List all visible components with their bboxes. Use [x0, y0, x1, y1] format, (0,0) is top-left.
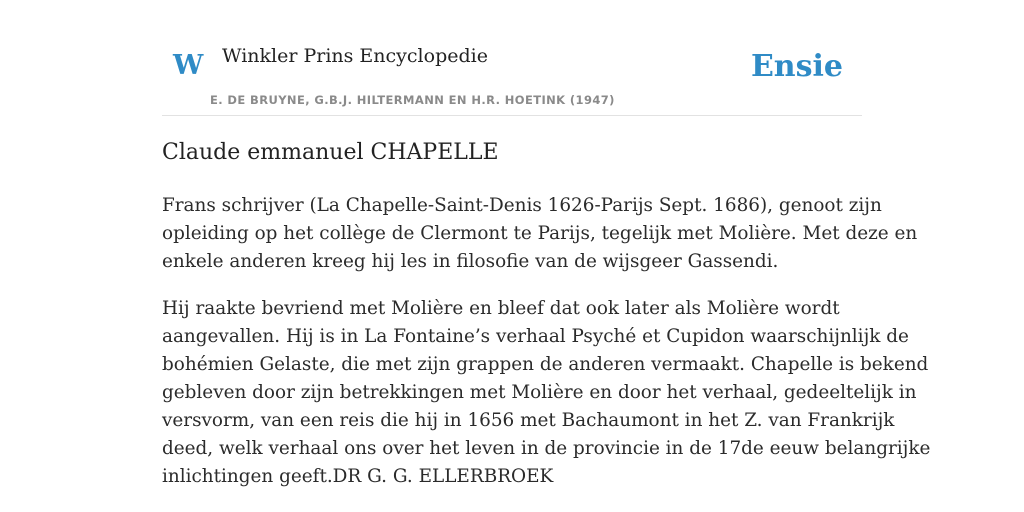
publication-title[interactable]: Winkler Prins Encyclopedie [222, 45, 488, 67]
paragraph-line: opleiding op het collège de Clermont te Parijs, tegelijk met Molière. Met deze en [162, 223, 918, 244]
paragraph-line: inlichtingen geeft.DR G. G. ELLERBROEK [162, 466, 554, 487]
paragraph-line: versvorm, van een reis die hij in 1656 met Bachaumont in het Z. van Frankrijk [162, 410, 895, 431]
paragraph-line: bohémien Gelaste, die met zijn grappen de anderen vermaakt. Chapelle is bekend [162, 354, 929, 375]
publication-logo-icon[interactable]: W [173, 50, 204, 81]
paragraph-line: deed, welk verhaal ons over het leven in de provincie in de 17de eeuw belangrijke [162, 438, 931, 459]
paragraph-line: gebleven door zijn betrekkingen met Molière en door het verhaal, gedeeltelijk in [162, 382, 917, 403]
publication-authors: E. DE BRUYNE, G.B.J. HILTERMANN EN H.R. HOETINK (1947) [210, 93, 615, 107]
paragraph-line: Frans schrijver (La Chapelle-Saint-Denis 1626-Parijs Sept. 1686), genoot zijn [162, 195, 882, 216]
paragraph-1 [162, 192, 918, 276]
paragraph-line: aangevallen. Hij is in La Fontaine’s verhaal Psyché et Cupidon waarschijnlijk de [162, 326, 909, 347]
brand-logo[interactable]: Ensie [750, 49, 843, 84]
paragraph-line: Hij raakte bevriend met Molière en bleef dat ook later als Molière wordt [162, 298, 840, 319]
header [162, 38, 862, 116]
article-title: Claude emmanuel CHAPELLE [162, 140, 499, 165]
paragraph-2 [162, 295, 931, 491]
paragraph-line: enkele anderen kreeg hij les in filosofie van de wijsgeer Gassendi. [162, 251, 779, 272]
